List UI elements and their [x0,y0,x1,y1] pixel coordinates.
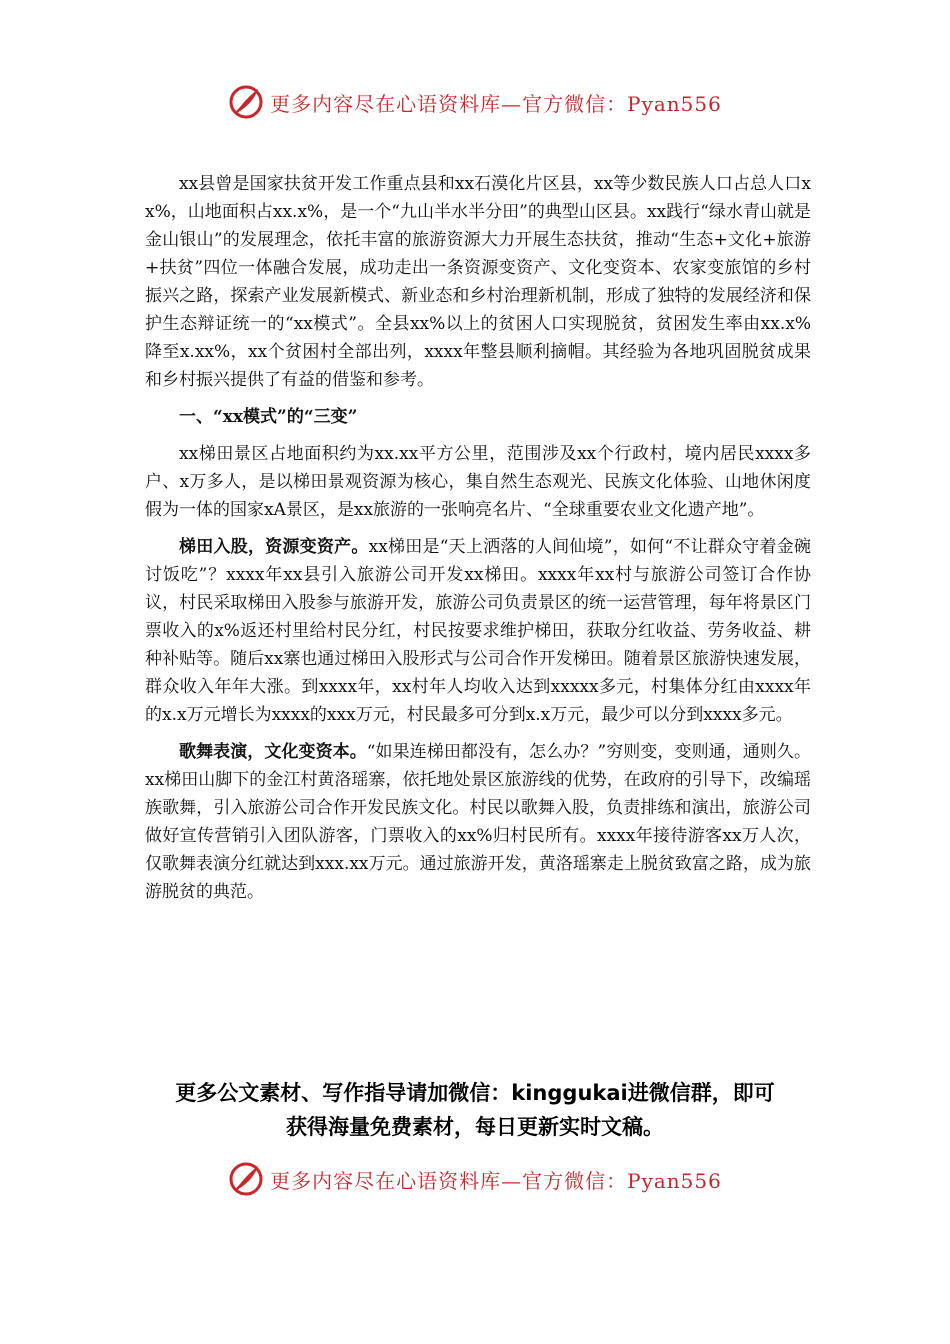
point1-lead: 梯田入股，资源变资产。 [179,537,369,557]
point2-paragraph [145,738,811,906]
header-banner-text: 更多内容尽在心语资料库—官方微信：Pyan556 [270,91,722,116]
point2-body: “如果连梯田都没有，怎么办？”穷则变，变则通，通则久。xx梯田山脚下的金江村黄洛瑶寨，依托地处景区旅游线的优势，在政府的引导下，改编瑶族歌舞，引入旅游公司合作开发民族文化。村民以歌舞入股，负责排练和演出，旅游公司做好宣传营销引入团队游客，门票收入的xx%归村民所有。xxxx年接待游客xx万人次，仅歌舞表演分红就达到xxx.xx万元。通过旅游开发，黄洛瑶寨走上脱贫致富之路，成为旅游脱贫的典范。 [145,742,811,902]
point2-lead: 歌舞表演，文化变资本。 [179,742,367,762]
footer-banner [0,1157,950,1201]
section-heading: 一、“xx模式”的“三变” [179,407,358,427]
point1-body: xx梯田是“天上洒落的人间仙境”，如何“不让群众守着金碗讨饭吃”？xxxx年xx县引入旅游公司开发xx梯田。xxxx年xx村与旅游公司签订合作协议，村民采取梯田入股参与旅游开发，旅游公司负责景区的统一运营管理，每年将景区门票收入的x%返还村里给村民分红，村民按要求维护梯田，获取分红收益、劳务收益、耕种补贴等。随后xx寨也通过梯田入股形式与公司合作开发梯田。随着景区旅游快速发展，群众收入年年大涨。到xxxx年，xx村年人均收入达到xxxxx多元，村集体分红由xxxx年的x.x万元增长为xxxx的xxx万元，村民最多可分到x.x万元，最少可以分到xxxx多元。 [145,537,812,725]
promo-line-1: 更多公文素材、写作指导请加微信：kinggukai进微信群，即可 [175,1081,775,1105]
quill-pen-logo-icon [228,84,264,120]
section-intro-paragraph: xx梯田景区占地面积约为xx.xx平方公里，范围涉及xx个行政村，境内居民xxxx多户、x万多人，是以梯田景观资源为核心，集自然生态观光、民族文化体验、山地休闲度假为一体的国家xA景区，是xx旅游的一张响亮名片、“全球重要农业文化遗产地”。 [145,444,811,520]
footer-banner-text: 更多内容尽在心语资料库—官方微信：Pyan556 [270,1168,722,1193]
promo-line-2: 获得海量免费素材，每日更新实时文稿。 [286,1115,664,1139]
promo-notice [0,1076,950,1144]
article-body [145,170,811,915]
quill-pen-logo-icon [228,1161,264,1197]
point1-paragraph [145,533,811,729]
header-banner [0,80,950,124]
intro-paragraph: xx县曾是国家扶贫开发工作重点县和xx石漠化片区县，xx等少数民族人口占总人口xx%，山地面积占xx.x%，是一个“九山半水半分田”的典型山区县。xx践行“绿水青山就是金山银山”的发展理念，依托丰富的旅游资源大力开展生态扶贫，推动“生态+文化+旅游+扶贫”四位一体融合发展，成功走出一条资源变资产、文化变资本、农家变旅馆的乡村振兴之路，探索产业发展新模式、新业态和乡村治理新机制，形成了独特的发展经济和保护生态辩证统一的“xx模式”。全县xx%以上的贫困人口实现脱贫，贫困发生率由xx.x%降至x.xx%，xx个贫困村全部出列，xxxx年整县顺利摘帽。其经验为各地巩固脱贫成果和乡村振兴提供了有益的借鉴和参考。 [145,174,811,390]
